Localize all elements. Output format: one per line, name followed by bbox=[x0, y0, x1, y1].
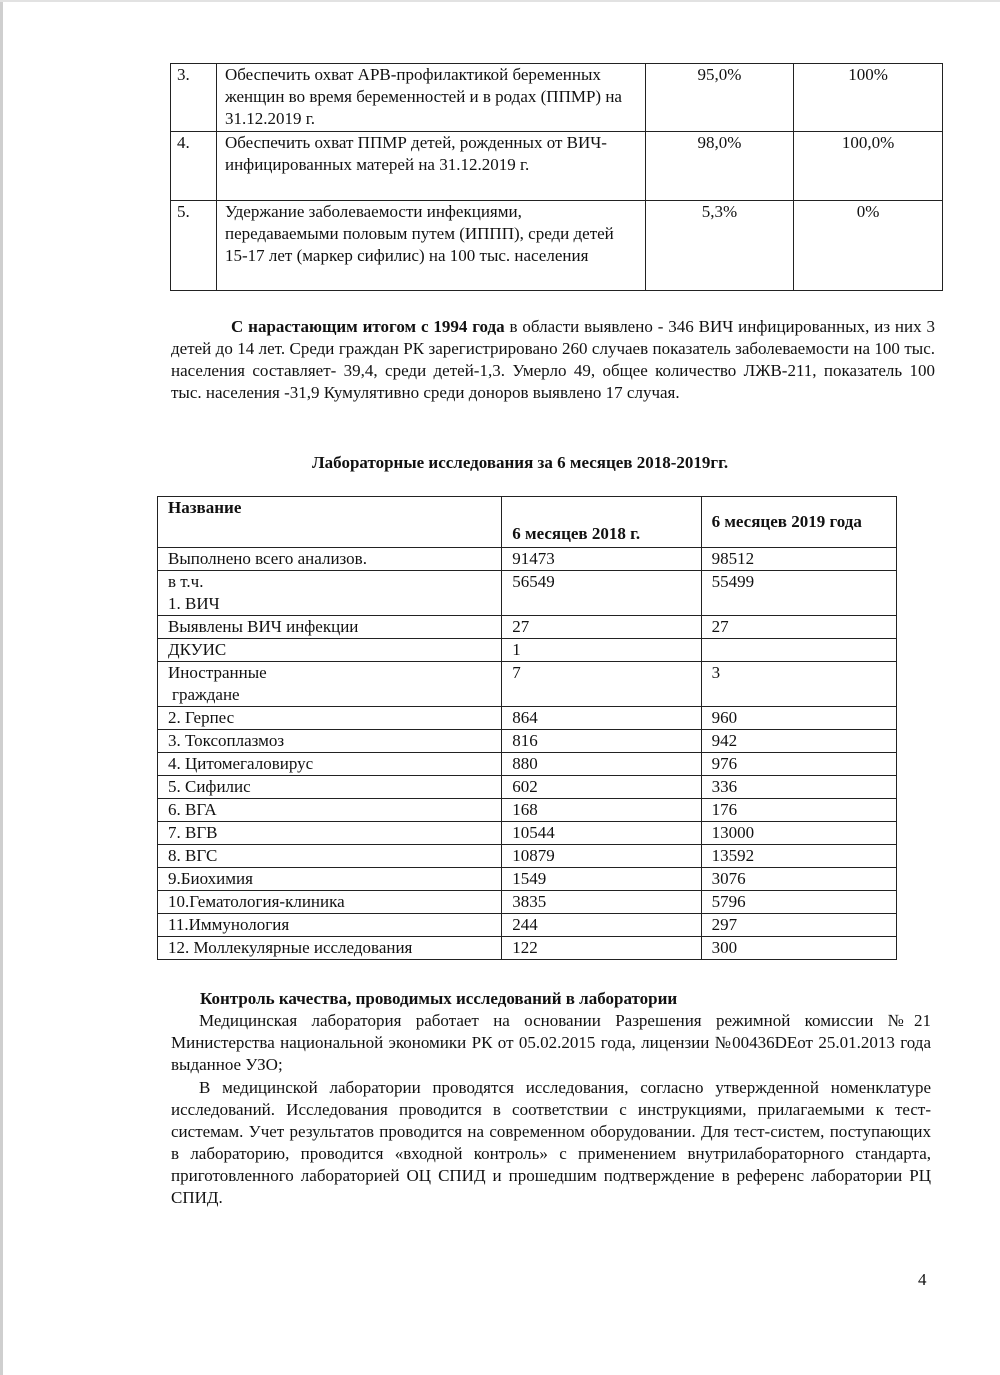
table-row bbox=[158, 868, 897, 891]
row-name: 7. ВГВ bbox=[158, 822, 502, 845]
summary-paragraph bbox=[171, 316, 935, 404]
row-name: 6. ВГА bbox=[158, 799, 502, 822]
summary-text: в области выявлено - 346 ВИЧ инфицированных, из них 3 детей до 14 лет. Среди граждан РК зарегистрировано 260 случаев показатель заболеваемости на 100 тыс. населения составляет- 39,4, среди детей-1,3. Умерло 49, общее количество ЛЖВ-211, показатель 100 тыс. населения -31,9 Кумулятивно среди доноров выявлено 17 случая. bbox=[171, 317, 935, 402]
row-name: 4. Цитомегаловирус bbox=[158, 753, 502, 776]
table-row bbox=[158, 548, 897, 571]
quality-paragraph-2 bbox=[171, 1077, 931, 1209]
cell-2018: 864 bbox=[502, 707, 701, 730]
table-row bbox=[171, 132, 943, 201]
cell-2018: 1549 bbox=[502, 868, 701, 891]
row-name: 3. Токсоплазмоз bbox=[158, 730, 502, 753]
table-row bbox=[158, 937, 897, 960]
cell-2019: 27 bbox=[701, 616, 896, 639]
cell-2019: 976 bbox=[701, 753, 896, 776]
table-row bbox=[158, 571, 897, 616]
quality-paragraph-1 bbox=[171, 1010, 931, 1076]
summary-lead: С нарастающим итогом с 1994 года bbox=[231, 317, 505, 336]
row-name bbox=[158, 571, 502, 616]
table-row bbox=[158, 662, 897, 707]
row-name: 12. Моллекулярные исследования bbox=[158, 937, 502, 960]
cell-2019: 98512 bbox=[701, 548, 896, 571]
indicator-text: Обеспечить охват ППМР детей, рожденных от ВИЧ- инфицированных матерей на 31.12.2019 г. bbox=[216, 132, 645, 201]
indicator-number: 5. bbox=[171, 201, 217, 291]
cell-2018: 3835 bbox=[502, 891, 701, 914]
indicator-value: 95,0% bbox=[645, 64, 793, 132]
cell-2019: 55499 bbox=[701, 571, 896, 616]
table-row bbox=[158, 891, 897, 914]
row-name-line: граждане bbox=[172, 685, 240, 704]
cell-2019: 300 bbox=[701, 937, 896, 960]
row-name: 10.Гематология-клиника bbox=[158, 891, 502, 914]
cell-2019: 13592 bbox=[701, 845, 896, 868]
row-name: Выполнено всего анализов. bbox=[158, 548, 502, 571]
cell-2019: 297 bbox=[701, 914, 896, 937]
column-header: 6 месяцев 2018 г. bbox=[502, 497, 701, 548]
indicator-value: 98,0% bbox=[645, 132, 793, 201]
cell-2019 bbox=[701, 639, 896, 662]
table-row bbox=[171, 201, 943, 291]
table-row bbox=[171, 64, 943, 132]
cell-2018: 1 bbox=[502, 639, 701, 662]
row-name: ДКУИС bbox=[158, 639, 502, 662]
quality-text-1: Медицинская лаборатория работает на основании Разрешения режимной комиссии №21 Министерства национальной экономики РК от 05.02.2015 года, лицензии №00436DEот 25.01.2013 года выданное УЗО; bbox=[171, 1011, 931, 1074]
cell-2019: 13000 bbox=[701, 822, 896, 845]
cell-2019: 336 bbox=[701, 776, 896, 799]
table-row bbox=[158, 707, 897, 730]
row-name-line: 1. ВИЧ bbox=[168, 594, 220, 613]
table-row bbox=[158, 799, 897, 822]
lab-table-title: Лабораторные исследования за 6 месяцев 2018-2019гг. bbox=[312, 453, 729, 472]
cell-2018: 7 bbox=[502, 662, 701, 707]
page-number: 4 bbox=[918, 1270, 927, 1289]
cell-2018: 10544 bbox=[502, 822, 701, 845]
cell-2018: 10879 bbox=[502, 845, 701, 868]
table-row bbox=[158, 639, 897, 662]
column-header: Название bbox=[158, 497, 502, 548]
row-name: 5. Сифилис bbox=[158, 776, 502, 799]
quality-title: Контроль качества, проводимых исследований в лаборатории bbox=[200, 989, 678, 1008]
cell-2018: 56549 bbox=[502, 571, 701, 616]
cell-2018: 27 bbox=[502, 616, 701, 639]
table-row bbox=[158, 845, 897, 868]
cell-2018: 122 bbox=[502, 937, 701, 960]
cell-2019: 3 bbox=[701, 662, 896, 707]
indicator-target: 100% bbox=[794, 64, 943, 132]
cell-2018: 91473 bbox=[502, 548, 701, 571]
indicator-number: 4. bbox=[171, 132, 217, 201]
table-row bbox=[158, 616, 897, 639]
scan-edge-top bbox=[0, 0, 1000, 2]
table-row bbox=[158, 753, 897, 776]
cell-2018: 880 bbox=[502, 753, 701, 776]
cell-2019: 5796 bbox=[701, 891, 896, 914]
row-name-line: в т.ч. bbox=[168, 572, 204, 591]
cell-2018: 816 bbox=[502, 730, 701, 753]
table-row bbox=[158, 914, 897, 937]
indicators-table bbox=[170, 63, 943, 291]
row-name: 2. Герпес bbox=[158, 707, 502, 730]
row-name: 9.Биохимия bbox=[158, 868, 502, 891]
row-name: Выявлены ВИЧ инфекции bbox=[158, 616, 502, 639]
indicator-text: Обеспечить охват АРВ-профилактикой беременных женщин во время беременностей и в родах (ППМР) на 31.12.2019 г. bbox=[216, 64, 645, 132]
lab-table bbox=[157, 496, 897, 960]
cell-2019: 3076 bbox=[701, 868, 896, 891]
cell-2019: 942 bbox=[701, 730, 896, 753]
table-row bbox=[158, 822, 897, 845]
table-row bbox=[158, 730, 897, 753]
indicator-target: 100,0% bbox=[794, 132, 943, 201]
scan-edge bbox=[0, 0, 3, 1375]
indicator-number: 3. bbox=[171, 64, 217, 132]
cell-2018: 602 bbox=[502, 776, 701, 799]
indicator-text: Удержание заболеваемости инфекциями, передаваемыми половым путем (ИППП), среди детей 15-17 лет (маркер сифилис) на 100 тыс. населения bbox=[216, 201, 645, 291]
column-header: 6 месяцев 2019 года bbox=[701, 497, 896, 548]
row-name bbox=[158, 662, 502, 707]
cell-2019: 960 bbox=[701, 707, 896, 730]
indicator-value: 5,3% bbox=[645, 201, 793, 291]
cell-2018: 168 bbox=[502, 799, 701, 822]
cell-2018: 244 bbox=[502, 914, 701, 937]
row-name: 8. ВГС bbox=[158, 845, 502, 868]
table-header-row bbox=[158, 497, 897, 548]
quality-text-2: В медицинской лаборатории проводятся исследования, согласно утвержденной номенклатуре исследований. Исследования проводится в соответствии с инструкциями, прилагаемыми к тест-системам. Учет результатов проводится на современном оборудовании. Для тест-систем, поступающих в лабораторию, проводится «входной контроль» с применением внутрилабораторного стандарта, приготовленного лабораторией ОЦ СПИД и прошедшим подтверждение в референс лаборатории РЦ СПИД. bbox=[171, 1078, 931, 1207]
row-name: 11.Иммунология bbox=[158, 914, 502, 937]
cell-2019: 176 bbox=[701, 799, 896, 822]
table-row bbox=[158, 776, 897, 799]
row-name-line: Иностранные bbox=[168, 663, 267, 682]
indicator-target: 0% bbox=[794, 201, 943, 291]
